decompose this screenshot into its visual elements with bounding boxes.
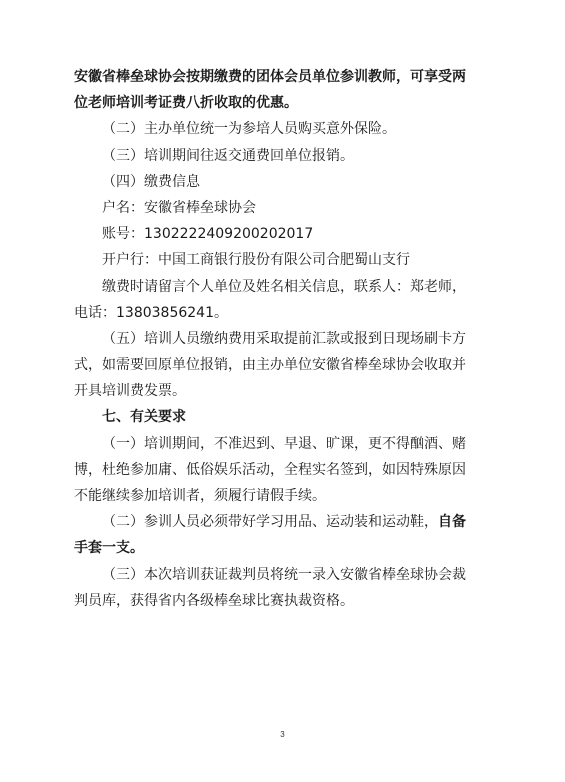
page-number: 3 <box>280 730 285 739</box>
paragraph-line: （四）缴费信息 <box>102 173 200 190</box>
paragraph-line <box>74 509 498 535</box>
paragraph-line: 户名：安徽省棒垒球协会 <box>102 199 256 216</box>
paragraph-line: （五）培训人员缴纳费用采取提前汇款或报到日现场刷卡方 <box>102 330 466 347</box>
paragraph-line: （三）本次培训获证裁判员将统一录入安徽省棒垒球协会裁 <box>102 566 466 583</box>
paragraph-line: 账号：1302222409200202017 <box>102 226 314 243</box>
paragraph-line: 开具培训费发票。 <box>74 383 186 400</box>
paragraph-line: 博，杜绝参加庸、低俗娱乐活动，全程实名签到，如因特殊原因 <box>74 461 466 478</box>
paragraph-line: 电话：13803856241。 <box>74 304 228 321</box>
paragraph-line: 手套一支。 <box>74 540 144 557</box>
paragraph-line: 开户行：中国工商银行股份有限公司合肥蜀山支行 <box>102 252 410 269</box>
paragraph-line: 缴费时请留言个人单位及姓名相关信息，联系人：郑老师， <box>102 278 466 295</box>
paragraph-line: （三）培训期间往返交通费回单位报销。 <box>102 147 354 164</box>
emphasis-text: 自备 <box>438 514 466 531</box>
paragraph-line: （二）主办单位统一为参培人员购买意外保险。 <box>102 121 396 138</box>
paragraph-line: 不能继续参加培训者，须履行请假手续。 <box>74 488 326 504</box>
paragraph-line: （一）培训期间，不准迟到、早退、旷课，更不得酗酒、赌 <box>102 435 466 452</box>
paragraph-line: 位老师培训考证费八折收取的优惠。 <box>74 95 298 112</box>
document-body <box>74 64 498 614</box>
paragraph-text: （二）参训人员必须带好学习用品、运动装和运动鞋， <box>102 514 438 531</box>
section-heading: 七、有关要求 <box>102 409 186 426</box>
paragraph-line: 安徽省棒垒球协会按期缴费的团体会员单位参训教师，可享受两 <box>74 69 466 85</box>
paragraph-line: 式，如需要回原单位报销，由主办单位安徽省棒垒球协会收取并 <box>74 357 466 374</box>
paragraph-line: 判员库，获得省内各级棒垒球比赛执裁资格。 <box>74 592 354 609</box>
